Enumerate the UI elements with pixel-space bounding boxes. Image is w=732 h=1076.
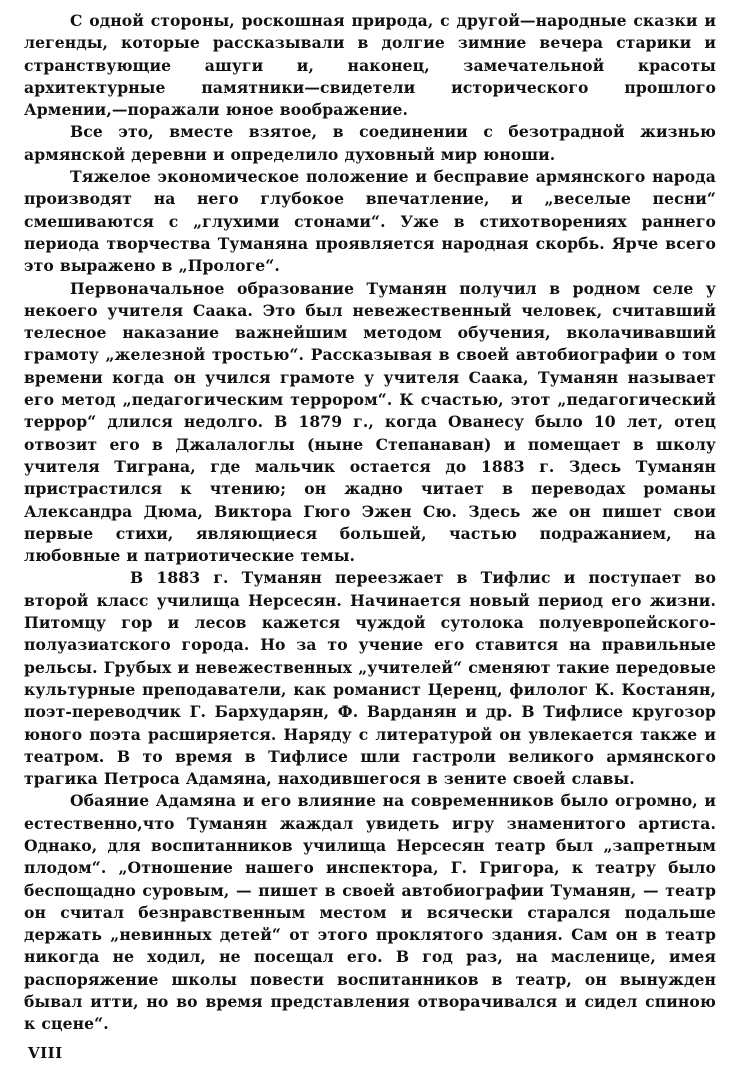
paragraph-early-education: Первоначальное образование Туманян получил в родном селе у некоего учителя Саака. Это был невежественный человек, считавший телесное наказание важнейшим методом обучения, вколачивавший грамоту „железной тростью“. Рассказывая в своей автобиографии о том времени когда он учился грамоте у учителя Саака, Туманян называет его метод „педагогическим террором“. К счастью, этот „педагогический террор“ длился недолго. В 1879 г., когда Ованесу было 10 лет, отец отвозит его в Джалалоглы (ныне Степанаван) и помещает в школу учителя Тиграна, где мальчик остается до 1883 г. Здесь Туманян пристрастился к чтению; он жадно читает в переводах романы Александра Дюма, Виктора Гюго Эжен Сю. Здесь же он пишет свои первые стихи, являющиеся большей, частью подражанием, на любовные и патриотические темы. (24, 278, 716, 566)
page-number: VIII (28, 1044, 63, 1062)
paragraph-economic-situation: Тяжелое экономическое положение и бесправие армянского народа производят на него глубокое впечатление, и „веселые песни“ смешиваются с „глухими стонами“. Уже в стихотворениях раннего периода творчества Туманяна проявляется народная скорбь. Ярче всего это выражено в „Прологе“. (24, 167, 716, 276)
paragraph-spiritual-world: Все это, вместе взятое, в соединении с безотрадной жизнью армянской деревни и определило духовный мир юноши. (24, 122, 716, 164)
document-page (24, 10, 716, 1036)
paragraph-nature-legends: С одной стороны, роскошная природа, с другой—народные сказки и легенды, которые рассказывали в долгие зимние вечера старики и странствующие ашуги и, наконец, замечательной красоты архитектурные памятники—свидетели исторического прошлого Армении,—поражали юное воображение. (24, 11, 716, 120)
paragraph-adamyan: Обаяние Адамяна и его влияние на современников было огромно, и естественно,что Туманян жаждал увидеть игру знаменитого артиста. Однако, для воспитанников училища Нерсесян театр был „запретным плодом“. „Отношение нашего инспектора, Г. Григора, к театру было беспощадно суровым, — пишет в своей автобиографии Туманян, — театр он считал безнравственным местом и всячески старался подальше держать „невинных детей“ от этого проклятого здания. Сам он в театр никогда не ходил, не посещал его. В год раз, на масленице, имея распоряжение школы повести воспитанников в театр, он вынужден бывал итти, но во время представления отворачивался и сидел спиною к сцене“. (24, 791, 716, 1034)
paragraph-tiflis: В 1883 г. Туманян переезжает в Тифлис и поступает во второй класс училища Нерсесян. Начинается новый период его жизни. Питомцу гор и лесов кажется чуждой сутолока полуевропейского-полуазиатского города. Но за то учение его ставится на правильные рельсы. Грубых и невежественных „учителей“ сменяют такие передовые культурные преподаватели, как романист Церенц, филолог К. Костанян, поэт-переводчик Г. Бархударян, Ф. Варданян и др. В Тифлисе кругозор юного поэта расширяется. Наряду с литературой он увлекается также и театром. В то время в Тифлисе шли гастроли великого армянского трагика Петроса Адамяна, находившегося в зените своей славы. (24, 568, 716, 789)
